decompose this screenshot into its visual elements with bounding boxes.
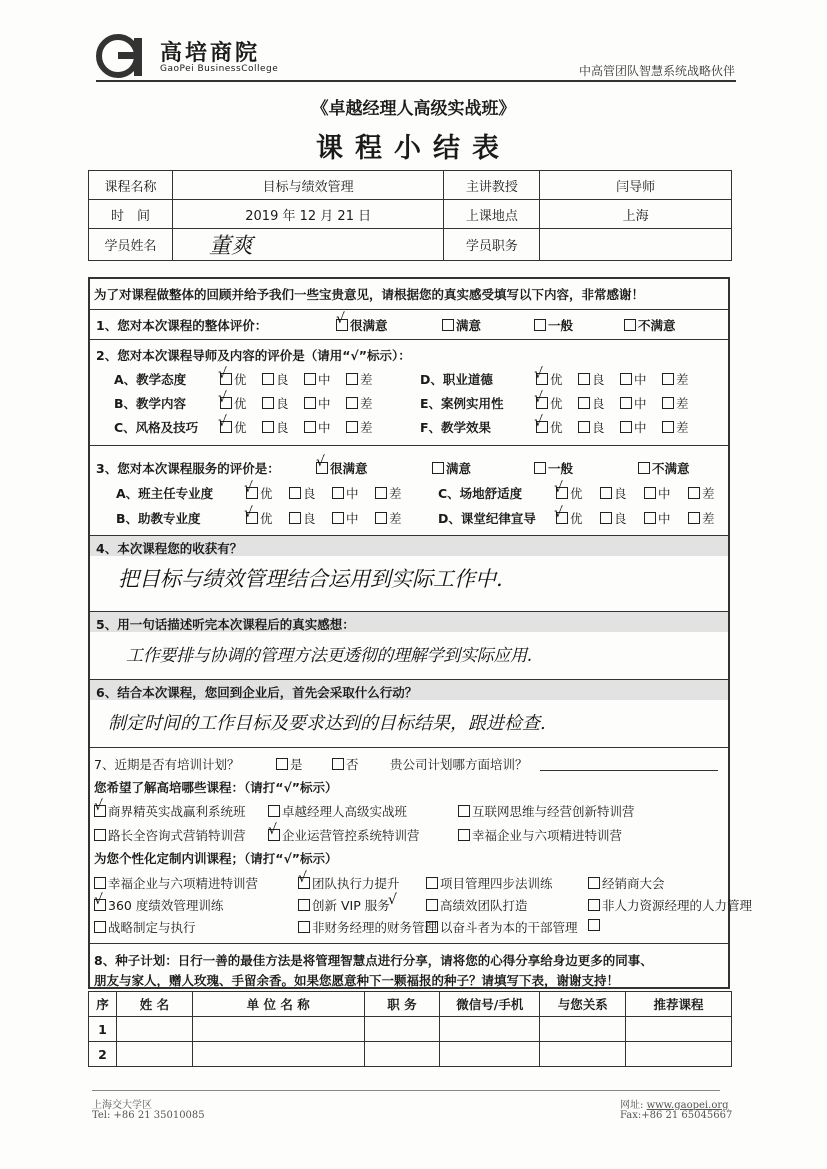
position-label: 学员职务 (444, 229, 540, 261)
checkbox-icon (94, 877, 106, 889)
checkbox-icon (458, 805, 470, 817)
custom-course-option[interactable]: 非财务经理的财务管理 (298, 918, 437, 936)
q2-item-label: C、风格及技巧 (114, 420, 199, 435)
q2-item-label: B、教学内容 (114, 396, 187, 411)
q2-grade-option[interactable]: 差 (662, 418, 689, 436)
checkbox-icon (375, 512, 387, 524)
col-header: 姓 名 (116, 992, 192, 1017)
cell[interactable] (440, 1042, 540, 1067)
q3-section (90, 445, 728, 524)
check-mark-icon: √ (218, 390, 227, 406)
custom-course-option[interactable]: 项目管理四步法训练 (426, 874, 553, 892)
q2-grade-option[interactable]: 差 (346, 418, 373, 436)
custom-course-option[interactable]: 360 度绩效管理训练 (94, 896, 223, 914)
logo-text: 高培商院 (160, 41, 261, 66)
q3-grade-option[interactable]: 优 (556, 509, 583, 527)
check-mark-icon: √ (534, 390, 543, 406)
checkbox-icon (644, 487, 656, 499)
student-value[interactable]: 董爽 (172, 229, 444, 261)
checkbox-icon (262, 421, 274, 433)
course-option[interactable]: 企业运营管控系统特训营 (268, 826, 420, 844)
checkbox-icon (298, 921, 310, 933)
q5-label: 5、用一句话描述听完本次课程后的真实感想： (96, 617, 355, 632)
checkbox-icon (624, 319, 636, 331)
cell[interactable] (364, 1042, 440, 1067)
q3-grade-option[interactable]: 优 (556, 484, 583, 502)
q8-text-line2: 朋友与家人，赠人玫瑰、手留余香。如果您愿意种下一颗福报的种子？请填写下表，谢谢支持！ (94, 973, 620, 988)
website-link[interactable]: www.gaopei.org (646, 1100, 729, 1111)
checkbox-icon (442, 319, 454, 331)
q2-grade-option[interactable]: 差 (346, 394, 373, 412)
checkbox-icon (662, 397, 674, 409)
q2-grade-option[interactable]: 中 (304, 394, 331, 412)
header-divider (96, 80, 736, 82)
checkbox-icon (289, 512, 301, 524)
custom-course-option[interactable]: 幸福企业与六项精进特训营 (94, 874, 258, 892)
subtitle: 《卓越经理人高级实战班》 (311, 99, 516, 119)
checkbox-icon (304, 397, 316, 409)
checkbox-icon (268, 805, 280, 817)
q1-option-unsatisfied[interactable]: 不满意 (624, 316, 676, 334)
q3-grade-option[interactable]: 优 (246, 509, 273, 527)
q2-grade-option[interactable]: 优 (220, 394, 247, 412)
q2-grade-option[interactable]: 差 (346, 370, 373, 388)
footer-tel: Tel: +86 21 35010085 (92, 1110, 205, 1121)
check-mark-icon: √ (534, 414, 543, 430)
q3-grade-option[interactable]: 中 (644, 509, 671, 527)
custom-course-option[interactable]: 战略制定与执行 (94, 918, 196, 936)
q2-grade-option[interactable]: 优 (220, 370, 247, 388)
q3-item-label: B、助教专业度 (116, 511, 201, 526)
q1-option-average[interactable]: 一般 (534, 316, 573, 334)
col-header: 微信号/手机 (440, 992, 540, 1017)
q1-section (90, 309, 728, 338)
course-value[interactable]: 目标与绩效管理 (172, 171, 444, 200)
checkbox-icon (332, 512, 344, 524)
course-info-table (88, 170, 732, 261)
q6-header (90, 679, 728, 700)
tagline: 中高管团队智慧系统战略伙伴 (578, 64, 735, 78)
custom-course-option[interactable]: 创新 VIP 服务 (298, 896, 390, 914)
q3-option-unsatisfied[interactable]: 不满意 (638, 459, 690, 477)
course-option[interactable]: 卓越经理人高级实战班 (268, 802, 407, 820)
checkbox-icon (94, 829, 106, 841)
checkbox-icon (638, 462, 650, 474)
col-header: 职 务 (364, 992, 440, 1017)
custom-course-option[interactable]: 非人力资源经理的人力管理 (588, 896, 752, 914)
student-label: 学员姓名 (89, 229, 173, 261)
referral-table (88, 991, 732, 1067)
q3-label: 3、您对本次课程服务的评价是： (96, 461, 280, 476)
check-mark-icon: √ (298, 870, 307, 886)
q3-item-label: D、课堂纪律宣导 (438, 511, 536, 526)
q3-item-label: A、班主任专业度 (116, 486, 214, 501)
checkbox-icon (588, 919, 600, 931)
checkbox-icon (578, 421, 590, 433)
checkbox-icon (600, 512, 612, 524)
check-mark-icon: √ (244, 505, 253, 521)
table-row (89, 1017, 732, 1042)
checkbox-icon (432, 462, 444, 474)
q5-answer[interactable]: 工作要排与协调的管理方法更透彻的理解学到实际应用. (126, 646, 532, 666)
checkbox-icon (578, 397, 590, 409)
checkbox-icon (346, 373, 358, 385)
q2-grade-option[interactable]: 中 (620, 418, 647, 436)
check-mark-icon: √ (218, 366, 227, 382)
q2-grade-option[interactable]: 良 (578, 370, 605, 388)
q4-answer[interactable]: 把目标与绩效管理结合运用到实际工作中. (118, 567, 503, 591)
q3-grade-option[interactable]: 良 (289, 484, 316, 502)
q2-grade-option[interactable]: 优 (536, 370, 563, 388)
course-option[interactable]: 商界精英实战赢利系统班 (94, 802, 246, 820)
footer-fax: Fax:+86 21 65045667 (620, 1110, 733, 1121)
table-row (89, 1042, 732, 1067)
teacher-label: 主讲教授 (444, 171, 540, 200)
check-mark-icon: √ (244, 480, 253, 496)
q1-option-very-satisfied[interactable]: 很满意 (336, 316, 388, 334)
col-header: 与您关系 (540, 992, 626, 1017)
q3-option-very-satisfied[interactable]: 很满意 (316, 459, 368, 477)
checkbox-icon (262, 373, 274, 385)
q2-item-label: A、教学态度 (114, 372, 187, 387)
q2-item-label: F、教学效果 (420, 420, 492, 435)
q2-grade-option[interactable]: 差 (662, 394, 689, 412)
checkbox-icon (346, 421, 358, 433)
checkbox-icon (332, 758, 344, 770)
q6-answer[interactable]: 制定时间的工作目标及要求达到的目标结果，跟进检查. (108, 713, 546, 734)
col-header: 推荐课程 (626, 992, 732, 1017)
course-option[interactable]: 路长全咨询式营销特训营 (94, 826, 246, 844)
q7-want-label: 您希望了解高培哪些课程：（请打“√”标示） (94, 780, 338, 795)
row-number: 1 (89, 1017, 117, 1042)
q2-grade-option[interactable]: 中 (620, 394, 647, 412)
check-mark-icon: √ (268, 822, 277, 838)
check-mark-icon: √ (388, 892, 397, 908)
checkbox-icon (375, 487, 387, 499)
q3-grade-option[interactable]: 差 (688, 484, 715, 502)
q3-grade-option[interactable]: 优 (246, 484, 273, 502)
checkbox-icon (688, 512, 700, 524)
checkbox-icon (332, 487, 344, 499)
check-mark-icon: √ (316, 454, 325, 470)
q2-grade-option[interactable]: 优 (220, 418, 247, 436)
q4-header (90, 535, 728, 556)
custom-course-option[interactable]: 以奋斗者为本的干部管理 (426, 918, 578, 936)
q6-label: 6、结合本次课程，您回到企业后，首先会采取什么行动？ (96, 685, 418, 700)
time-label: 时 间 (89, 200, 173, 229)
checkbox-icon (588, 877, 600, 889)
q2-grade-option[interactable]: 良 (262, 418, 289, 436)
checkbox-icon (304, 373, 316, 385)
checkbox-icon (426, 921, 438, 933)
q3-grade-option[interactable]: 中 (332, 484, 359, 502)
q2-grade-option[interactable]: 良 (262, 370, 289, 388)
checkbox-icon (620, 397, 632, 409)
q8-section (90, 943, 728, 990)
q2-grade-option[interactable]: 优 (536, 418, 563, 436)
q5-header (90, 611, 728, 632)
checkbox-icon (458, 829, 470, 841)
q2-grade-option[interactable]: 中 (304, 370, 331, 388)
q3-option-average[interactable]: 一般 (534, 459, 573, 477)
q3-grade-option[interactable]: 中 (644, 484, 671, 502)
q8-text-line1: 8、种子计划：日行一善的最佳方法是将管理智慧点进行分享，请将您的心得分享给身边更多的同事、 (94, 953, 653, 968)
q3-grade-option[interactable]: 差 (375, 509, 402, 527)
q7-label: 7、近期是否有培训计划？ (94, 757, 240, 772)
place-value[interactable]: 上海 (540, 200, 732, 229)
custom-course-option[interactable]: 高绩效团队打造 (426, 896, 528, 914)
footer-website: 网址: www.gaopei.org (620, 1100, 729, 1111)
cell[interactable] (626, 1042, 732, 1067)
q7-yes-option[interactable]: 是 (276, 755, 303, 773)
course-label: 课程名称 (89, 171, 173, 200)
check-mark-icon: √ (218, 414, 227, 430)
checkbox-icon (298, 899, 310, 911)
position-value[interactable] (540, 229, 732, 261)
q7-section (90, 747, 753, 940)
check-mark-icon: √ (554, 480, 563, 496)
q2-grade-option[interactable]: 良 (578, 418, 605, 436)
q3-grade-option[interactable]: 良 (289, 509, 316, 527)
check-mark-icon: √ (94, 798, 103, 814)
checkbox-icon (426, 877, 438, 889)
check-mark-icon: √ (94, 892, 103, 908)
q3-grade-option[interactable]: 差 (375, 484, 402, 502)
checkbox-icon (426, 899, 438, 911)
q3-option-satisfied[interactable]: 满意 (432, 459, 471, 477)
cell[interactable] (364, 1017, 440, 1042)
custom-course-option[interactable]: 经销商大会 (588, 874, 665, 892)
cell[interactable] (192, 1042, 364, 1067)
checkbox-icon (620, 373, 632, 385)
cell[interactable] (116, 1017, 192, 1042)
q2-grade-option[interactable]: 良 (578, 394, 605, 412)
footer-divider (92, 1090, 720, 1091)
checkbox-icon (304, 421, 316, 433)
checkbox-icon (276, 758, 288, 770)
q2-grade-option[interactable]: 差 (662, 370, 689, 388)
checkbox-icon (534, 319, 546, 331)
place-label: 上课地点 (444, 200, 540, 229)
q2-grade-option[interactable]: 良 (262, 394, 289, 412)
q3-item-label: C、场地舒适度 (438, 486, 523, 501)
q1-label: 1、您对本次课程的整体评价： (96, 318, 268, 333)
cell[interactable] (540, 1017, 626, 1042)
cell[interactable] (116, 1042, 192, 1067)
col-header: 单 位 名 称 (192, 992, 364, 1017)
time-value[interactable]: 2019 年 12 月 21 日 (172, 200, 444, 229)
check-mark-icon: √ (554, 505, 563, 521)
q2-grade-option[interactable]: 中 (304, 418, 331, 436)
q7-plan-field[interactable] (540, 770, 718, 771)
q2-label: 2、您对本次课程导师及内容的评价是（请用“√”标示）： (96, 348, 411, 363)
checkbox-icon (688, 487, 700, 499)
checkbox-icon (588, 899, 600, 911)
q3-grade-option[interactable]: 中 (332, 509, 359, 527)
check-mark-icon: √ (534, 366, 543, 382)
custom-course-option[interactable] (588, 918, 602, 933)
course-option[interactable]: 互联网思维与经营创新特训营 (458, 802, 635, 820)
page-title: 课程小结表 (316, 133, 511, 164)
checkbox-icon (662, 373, 674, 385)
q7-plan-label: 贵公司计划哪方面培训？ (390, 757, 528, 772)
custom-course-option[interactable]: 团队执行力提升 (298, 874, 400, 892)
intro-text: 为了对课程做整体的回顾并给予我们一些宝贵意见，请根据您的真实感受填写以下内容，非常感谢！ (94, 287, 645, 302)
checkbox-icon (662, 421, 674, 433)
q7-custom-label: 为您个性化定制内训课程；（请打“√”标示） (94, 851, 338, 866)
q2-item-label: E、案例实用性 (420, 396, 504, 411)
logo-subtext: GaoPei BusinessCollege (160, 64, 279, 74)
q3-grade-option[interactable]: 良 (600, 484, 627, 502)
footer-campus: 上海交大学区 (92, 1100, 152, 1111)
logo-icon (96, 34, 156, 78)
checkbox-icon (289, 487, 301, 499)
cell[interactable] (540, 1042, 626, 1067)
teacher-value[interactable]: 闫导师 (540, 171, 732, 200)
row-number: 2 (89, 1042, 117, 1067)
checkbox-icon (94, 921, 106, 933)
q3-grade-option[interactable]: 差 (688, 509, 715, 527)
checkbox-icon (262, 397, 274, 409)
checkbox-icon (346, 397, 358, 409)
checkbox-icon (534, 462, 546, 474)
q2-item-label: D、职业道德 (420, 372, 493, 387)
q2-section (90, 339, 728, 444)
cell[interactable] (440, 1017, 540, 1042)
q7-no-option[interactable]: 否 (332, 755, 359, 773)
checkbox-icon (600, 487, 612, 499)
q3-grade-option[interactable]: 良 (600, 509, 627, 527)
q4-label: 4、本次课程您的收获有？ (96, 541, 243, 556)
q2-grade-option[interactable]: 优 (536, 394, 563, 412)
q2-grade-option[interactable]: 中 (620, 370, 647, 388)
check-mark-icon: √ (336, 311, 345, 327)
q1-option-satisfied[interactable]: 满意 (442, 316, 481, 334)
feedback-form (88, 277, 753, 989)
col-header: 序 (89, 992, 117, 1017)
checkbox-icon (578, 373, 590, 385)
checkbox-icon (620, 421, 632, 433)
referral-header-row (89, 992, 732, 1017)
cell[interactable] (192, 1017, 364, 1042)
checkbox-icon (644, 512, 656, 524)
course-option[interactable]: 幸福企业与六项精进特训营 (458, 826, 622, 844)
cell[interactable] (626, 1017, 732, 1042)
